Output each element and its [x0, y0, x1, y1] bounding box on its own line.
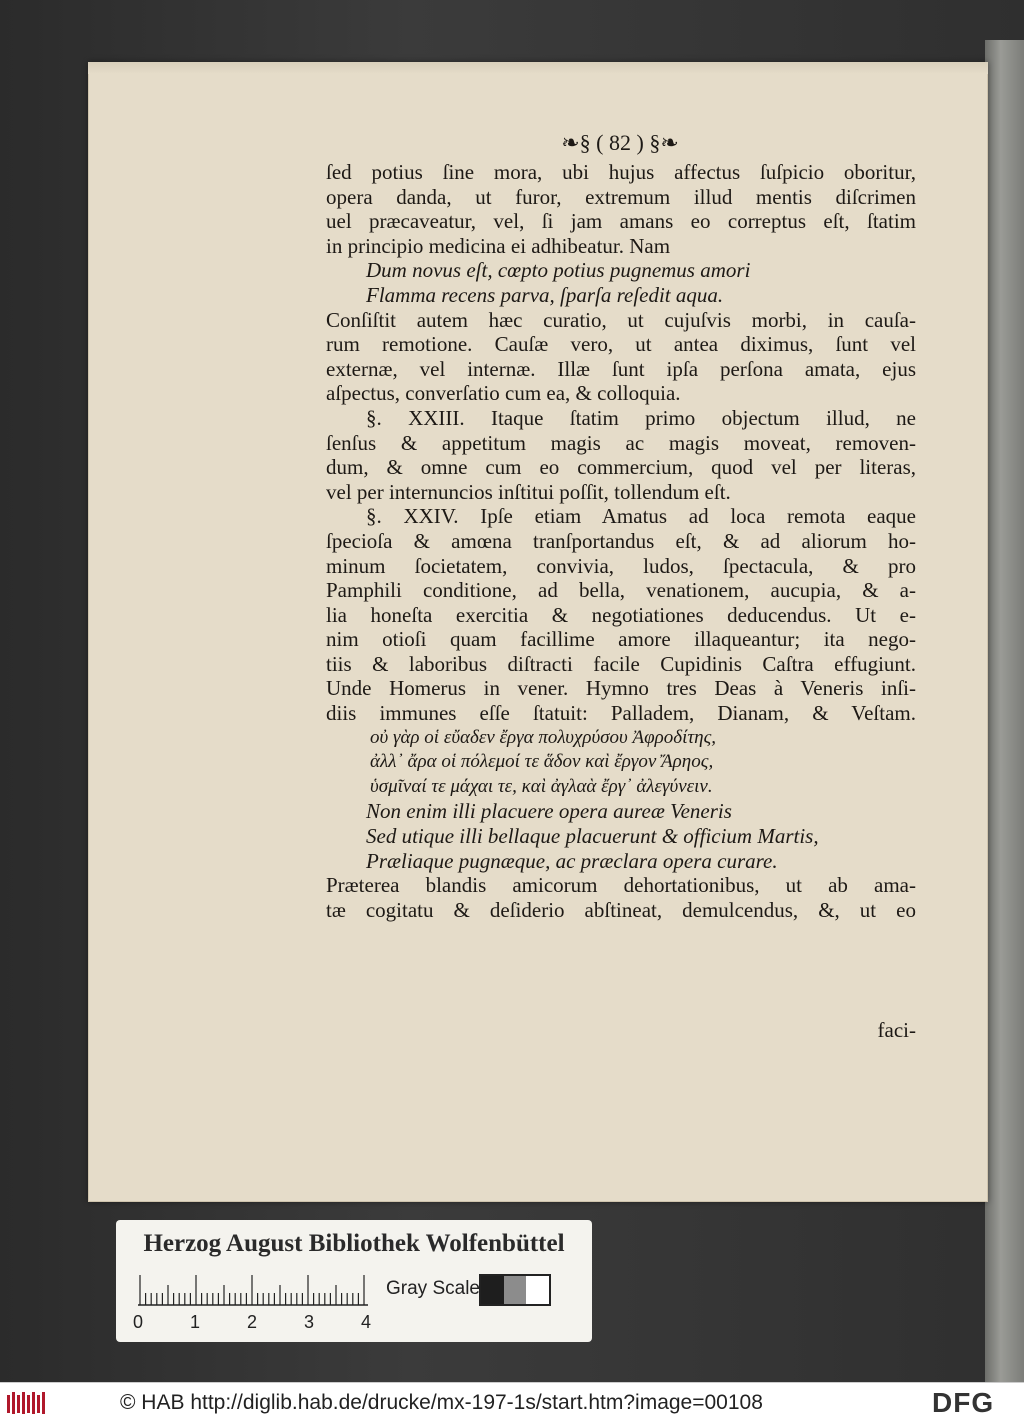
text-line: Unde Homerus in vener. Hymno tres Deas à Veneris inſi- [326, 676, 916, 701]
text-line: vel per internuncios inſtitui poſſit, tollendum eſt. [326, 479, 731, 504]
text-line: οὐ γὰρ οἱ εὔαδεν ἔργα πολυχρύσου Ἀφροδίτης, [370, 726, 717, 748]
scale-number: 2 [247, 1312, 258, 1332]
text-line: ἀλλ᾽ ἄρα οἱ πόλεμοί τε ἅδον καὶ ἔργον Ἄρηος, [370, 751, 714, 773]
text-line: ὑσμῖναί τε μάχαι τε, καὶ ἀγλαὰ ἔργ᾽ ἀλεγύνειν. [370, 775, 713, 797]
text-line: Flamma recens parva, ſparſa reſedit aqua. [366, 282, 724, 307]
text-line: §. XXIV. Ipſe etiam Amatus ad loca remota eaque [366, 504, 916, 529]
text-line: tæ cogitatu & deſiderio abſtineat, demulcendus, &, ut eo [326, 897, 916, 922]
text-line: rum remotione. Cauſæ vero, ut antea diximus, ſunt vel [326, 332, 916, 357]
dfg-logo: DFG [932, 1387, 995, 1418]
scale-number: 0 [133, 1312, 144, 1332]
footer-bar [0, 1382, 1024, 1424]
text-line: lia honeſta exercitia & negotiationes deducendus. Ut e- [326, 602, 916, 627]
text-line: dum, & omne cum eo commercium, quod vel per literas, [326, 455, 916, 480]
library-scale-card [116, 1220, 592, 1342]
text-line: diis immunes eſſe ſtatuit: Palladem, Dianam, & Veſtam. [326, 701, 916, 726]
text-line: Pamphili conditione, ad bella, venationem, aucupia, & a- [326, 578, 916, 603]
gray-swatch-mid [504, 1276, 527, 1304]
text-line: Dum novus eſt, cœpto potius pugnemus amori [366, 258, 751, 283]
text-line: externæ, vel internæ. Illæ ſunt ipſa perſona amata, ejus [326, 356, 916, 381]
page-top-edge [88, 62, 988, 74]
text-line: Conſiſtit autem hæc curatio, ut cujuſvis morbi, in cauſa- [326, 307, 916, 332]
text-line: opera danda, ut furor, extremum illud mentis diſcrimen [326, 184, 916, 209]
gray-scale-swatch [479, 1274, 551, 1306]
text-line: Præterea blandis amicorum dehortationibus, ut ab ama- [326, 873, 916, 898]
text-line: ſpecioſa & amœna tranſportandus eſt, & ad aliorum ho- [326, 528, 916, 553]
text-line: minum ſocietatem, convivia, ludos, ſpectacula, & pro [326, 553, 916, 578]
page-header: ❧§ ( 82 ) §❧ [561, 130, 679, 155]
text-line: uel præcaveatur, vel, ſi jam amans eo correptus eſt, ſtatim [326, 209, 916, 234]
library-name: Herzog August Bibliothek Wolfenbüttel [143, 1230, 565, 1257]
text-line: §. XXIII. Itaque ſtatim primo objectum illud, ne [366, 405, 916, 430]
page-body-text [326, 160, 916, 922]
gray-scale-label: Gray Scale [386, 1278, 480, 1299]
text-line: Non enim illi placuere opera aureæ Veneris [366, 799, 732, 824]
gray-swatch-light [526, 1276, 549, 1304]
text-line: Sed utique illi bellaque placuerunt & officium Martis, [366, 824, 819, 849]
text-line: Præliaque pugnæque, ac præclara opera curare. [366, 848, 778, 873]
text-line: ſed potius ſine mora, ubi hujus affectus ſuſpicio oboritur, [326, 160, 916, 184]
scale-number: 4 [361, 1312, 372, 1332]
scale-number: 3 [304, 1312, 315, 1332]
copyright-url[interactable]: © HAB http://diglib.hab.de/drucke/mx-197-1s/start.htm?image=00108 [120, 1391, 763, 1414]
hab-logo-icon [6, 1389, 46, 1417]
catchword: faci- [877, 1018, 916, 1042]
adjacent-page-edge [985, 40, 1024, 1382]
scale-number: 1 [190, 1312, 201, 1332]
text-line: nim otioſi quam facillime amore illaqueantur; ita nego- [326, 627, 916, 652]
text-line: in principio medicina ei adhibeatur. Nam [326, 233, 671, 258]
ruler-icon [138, 1272, 368, 1306]
text-line: aſpectus, converſatio cum ea, & colloquia. [326, 381, 681, 406]
gray-swatch-dark [481, 1276, 504, 1304]
text-line: ſenſus & appetitum magis ac magis moveat, removen- [326, 430, 916, 455]
text-line: tiis & laboribus diſtracti facile Cupidinis Caſtra effugiunt. [326, 651, 916, 676]
